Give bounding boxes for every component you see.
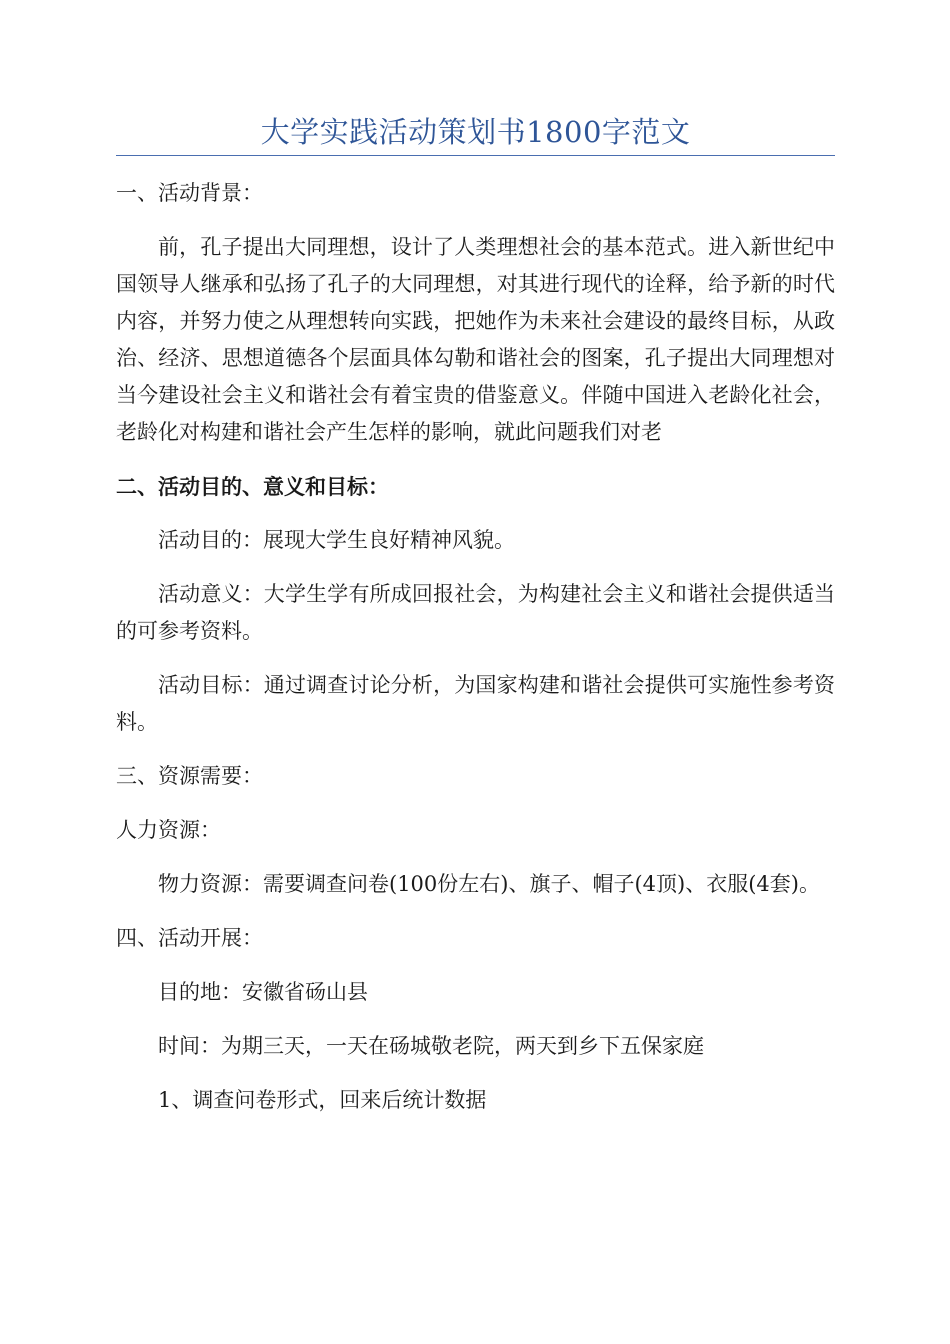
significance-paragraph: 活动意义：大学生学有所成回报社会，为构建社会主义和谐社会提供适当的可参考资料。 [116,582,835,643]
time-line: 时间：为期三天，一天在砀城敬老院，两天到乡下五保家庭 [158,1034,704,1058]
material-resources-paragraph: 物力资源：需要调查问卷(100份左右)、旗子、帽子(4顶)、衣服(4套)。 [158,872,820,896]
goal-paragraph: 活动目标：通过调查讨论分析，为国家构建和谐社会提供可实施性参考资料。 [116,673,835,734]
document-title: 大学实践活动策划书1800字范文 [260,115,691,149]
purpose-paragraph: 活动目的：展现大学生良好精神风貌。 [158,528,515,552]
section1-heading: 一、活动背景： [116,181,263,205]
section1-paragraph: 前，孔子提出大同理想，设计了人类理想社会的基本范式。进入新世纪中国领导人继承和弘扬了孔子的大同理想，对其进行现代的诠释，给予新的时代内容，并努力使之从理想转向实践，把她作为未来社会建设的最终目标，从政治、经济、思想道德各个层面具体勾勒和谐社会的图案，孔子提出大同理想对当今建设社会主义和谐社会有着宝贵的借鉴意义。伴随中国进入老龄化社会，老龄化对构建和谐社会产生怎样的影响，就此问题我们对老 [116,235,835,444]
human-resources-line: 人力资源： [116,818,221,842]
title-underline [116,155,835,156]
section3-heading: 三、资源需要： [116,764,263,788]
destination-line: 目的地：安徽省砀山县 [158,980,368,1004]
list-item-1: 1、调查问卷形式，回来后统计数据 [158,1088,487,1112]
document-body [116,175,835,1136]
section2-heading: 二、活动目的、意义和目标： [116,474,389,499]
section4-heading: 四、活动开展： [116,926,263,950]
